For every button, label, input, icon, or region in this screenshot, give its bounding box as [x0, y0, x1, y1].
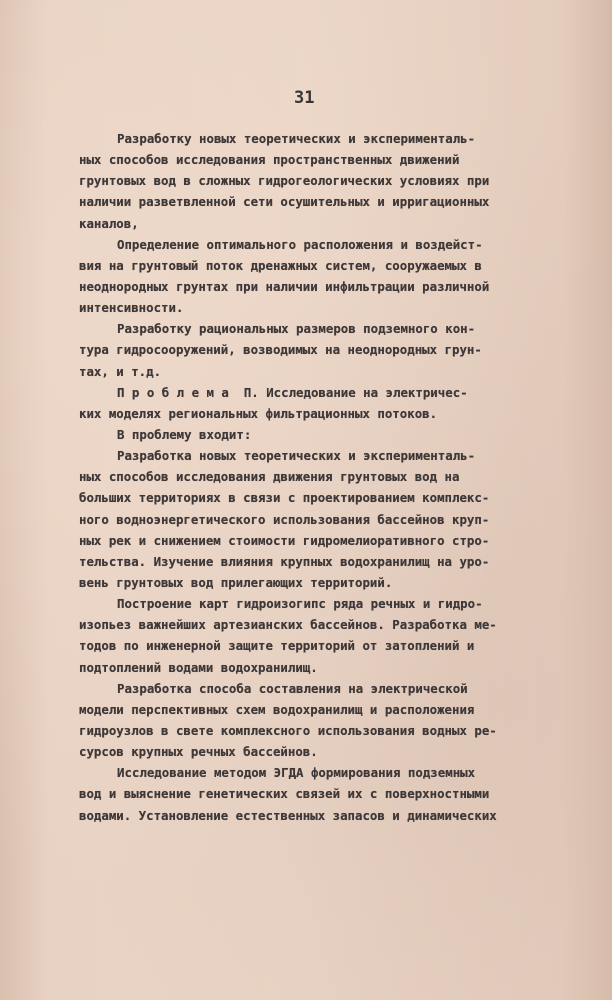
text-line: ких моделях региональных фильтрационных потоков.	[79, 405, 438, 421]
text-line: водами. Установление естественных запасов и динамических	[79, 807, 497, 823]
body-text	[79, 128, 549, 826]
text-line: каналов,	[79, 215, 139, 231]
text-line: ных способов исследования движения грунтовых вод на	[79, 469, 460, 485]
text-line: наличии разветвленной сети осушительных и ирригационных	[79, 194, 490, 210]
text-line: Разработку новых теоретических и эксперименталь-	[117, 131, 476, 146]
text-line: интенсивности.	[79, 300, 184, 316]
text-line: подтоплений водами водохранилищ.	[79, 659, 318, 675]
text-line: вень грунтовых вод прилегающих территорий.	[79, 574, 393, 590]
text-line: тельства. Изучение влияния крупных водохранилищ на уро-	[79, 553, 490, 569]
text-line: Разработку рациональных размеров подземного кон-	[117, 321, 476, 337]
text-line: гидроузлов в свете комплексного использования водных ре-	[79, 722, 497, 738]
text-line: ных рек и снижением стоимости гидромелиоративного стро-	[79, 532, 490, 548]
text-line: больших территориях в связи с проектированием комплекс-	[79, 490, 490, 506]
text-line: тура гидросооружений, возводимых на неоднородных грун-	[79, 342, 482, 358]
text-line: тах, и т.д.	[79, 363, 162, 379]
text-line: Разработка способа составления на электрической	[117, 680, 468, 696]
text-line: изопьез важнейших артезианских бассейнов. Разработка ме-	[79, 617, 497, 633]
text-line: вия на грунтовый поток дренажных систем, сооружаемых в	[79, 257, 482, 273]
text-line: вод и выяснение генетических связей их с поверхностными	[79, 786, 490, 802]
text-line: неоднородных грунтах при наличии инфильтрации различной	[79, 278, 490, 294]
text-line: Определение оптимального расположения и воздейст-	[117, 236, 483, 252]
text-line: тодов по инженерной защите территорий от затоплений и	[79, 638, 475, 654]
text-line: В проблему входит:	[117, 426, 252, 442]
text-line: грунтовых вод в сложных гидрогеологических условиях при	[79, 173, 490, 189]
text-line: Построение карт гидроизогипс ряда речных и гидро-	[117, 596, 483, 612]
text-line: модели перспективных схем водохранилищ и расположения	[79, 701, 475, 717]
problem-heading-line: П р о б л е м а П. Исследование на электричес-	[117, 384, 468, 400]
text-line: ных способов исследования пространственных движений	[79, 152, 460, 168]
text-line: ного водноэнергетического использования бассейнов круп-	[79, 511, 490, 527]
text-line: сурсов крупных речных бассейнов.	[79, 744, 318, 760]
text-line: Разработка новых теоретических и эксперименталь-	[117, 448, 476, 464]
text-line: Исследование методом ЭГДА формирования подземных	[117, 765, 476, 781]
page-number: 31	[294, 88, 315, 108]
